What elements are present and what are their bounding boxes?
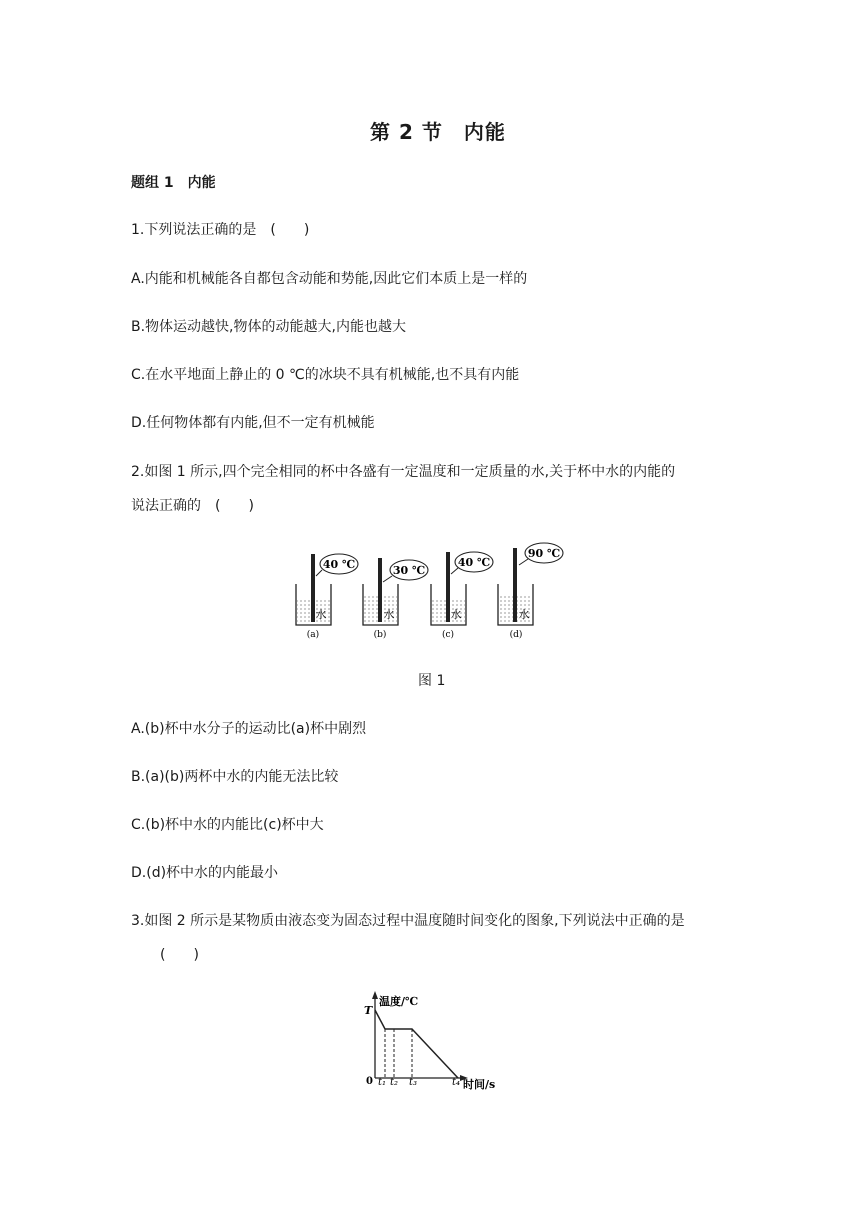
question-2-option-a: A.(b)杯中水分子的运动比(a)杯中剧烈	[131, 721, 367, 737]
cup-a-temp: 40 ℃	[322, 558, 356, 571]
question-3-stem-line-1: 3.如图 2 所示是某物质由液态变为固态过程中温度随时间变化的图象,下列说法中正确的是	[131, 913, 685, 929]
cup-c-label: (c)	[441, 630, 455, 640]
figure-2-graph	[355, 988, 515, 1093]
question-2-stem-line-2: 说法正确的 ( )	[131, 498, 254, 514]
cup-c-temp: 40 ℃	[457, 556, 491, 569]
y-axis-arrow-icon	[372, 991, 378, 999]
question-2-option-d: D.(d)杯中水的内能最小	[131, 865, 279, 881]
x-tick-t2: t₂	[390, 1077, 399, 1088]
question-1-stem: 1.下列说法正确的是 ( )	[131, 222, 310, 238]
cup-c-water: 水	[450, 608, 462, 621]
x-tick-t3: t₃	[409, 1077, 418, 1088]
figure-1-caption: 图 1	[418, 673, 446, 689]
thermometer-icon	[311, 554, 315, 622]
question-2-stem-line-1: 2.如图 1 所示,四个完全相同的杯中各盛有一定温度和一定质量的水,关于杯中水的内能的	[131, 464, 676, 480]
cup-b-label: (b)	[373, 630, 387, 640]
origin-label: 0	[366, 1076, 373, 1087]
page-title: 第 2 节 内能	[370, 120, 506, 144]
thermometer-icon	[378, 558, 382, 622]
cup-b-temp: 30 ℃	[392, 564, 426, 577]
cup-d-label: (d)	[509, 630, 523, 640]
cup-c	[431, 552, 493, 640]
question-1-option-c: C.在水平地面上静止的 0 ℃的冰块不具有机械能,也不具有内能	[131, 367, 520, 383]
cup-d-temp: 90 ℃	[527, 547, 561, 560]
figure-1-cups	[288, 540, 578, 645]
question-1-option-d: D.任何物体都有内能,但不一定有机械能	[131, 415, 375, 431]
question-2-option-c: C.(b)杯中水的内能比(c)杯中大	[131, 817, 324, 833]
x-tick-t4: t₄	[452, 1077, 461, 1088]
cup-b	[363, 558, 428, 640]
group-heading: 题组 1 内能	[131, 175, 216, 191]
thermometer-icon	[513, 548, 517, 622]
x-tick-t1: t₁	[378, 1077, 387, 1088]
question-1-option-b: B.物体运动越快,物体的动能越大,内能也越大	[131, 319, 406, 335]
y-tick-T: T	[364, 1004, 373, 1017]
cup-d-water: 水	[518, 608, 530, 621]
cup-a	[296, 554, 358, 640]
thermometer-icon	[446, 552, 450, 622]
temperature-curve	[375, 1010, 458, 1078]
cup-a-label: (a)	[306, 630, 320, 640]
y-axis-label: 温度/℃	[379, 995, 419, 1008]
x-axis-label: 时间/s	[463, 1078, 496, 1091]
question-2-option-b: B.(a)(b)两杯中水的内能无法比较	[131, 769, 339, 785]
question-1-option-a: A.内能和机械能各自都包含动能和势能,因此它们本质上是一样的	[131, 271, 528, 287]
cup-d	[498, 543, 563, 640]
cup-a-water: 水	[315, 608, 327, 621]
cup-b-water: 水	[383, 608, 395, 621]
question-3-stem-line-2: ( )	[160, 947, 199, 963]
